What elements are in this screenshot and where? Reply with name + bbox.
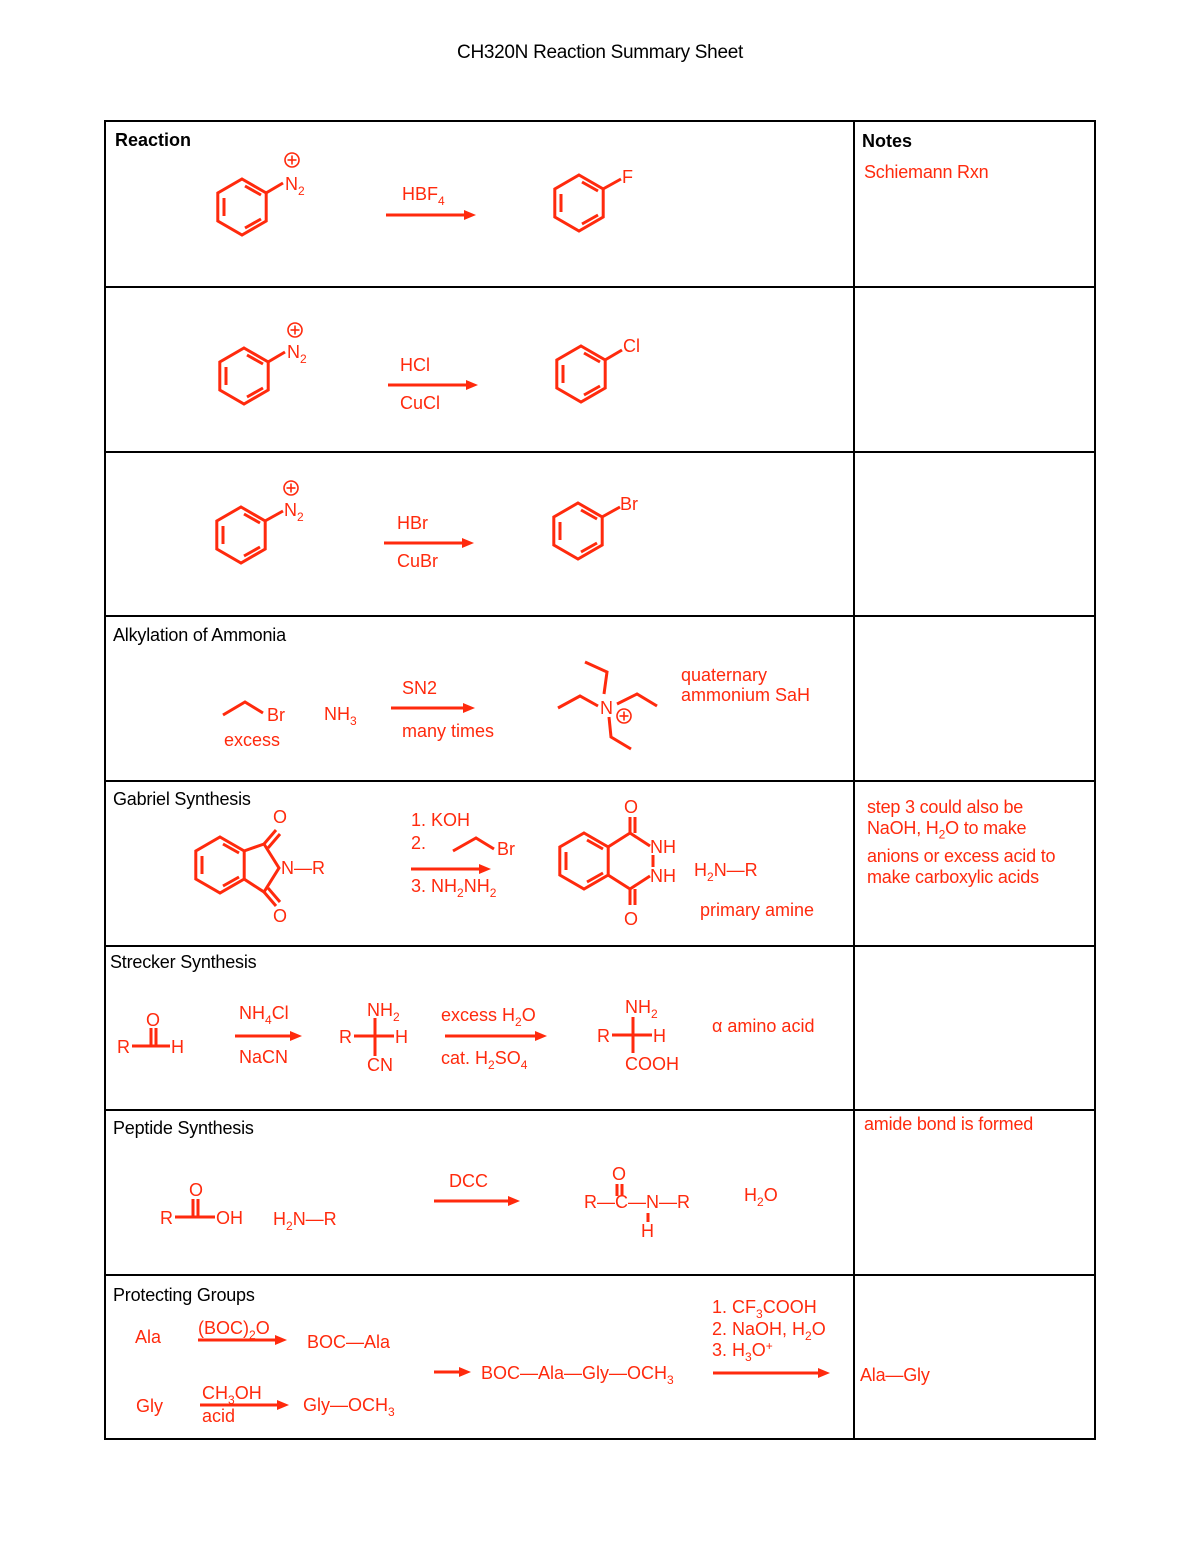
product-label: α amino acid (712, 1016, 815, 1036)
positive-charge-icon (288, 323, 302, 337)
boc-ala: BOC—Ala (307, 1332, 391, 1352)
arrow-head (466, 380, 478, 390)
diazonium-group: $N_2$ (284, 500, 304, 524)
bond (268, 352, 285, 362)
benzene-ring (554, 503, 602, 559)
ethyl-chain (585, 662, 607, 694)
carbonyl-oxygen: O (273, 906, 288, 926)
arrow-head (463, 703, 475, 713)
ethyl-chain (558, 696, 598, 708)
note-line: make carboxylic acids (867, 866, 1039, 887)
ammonia: $NH_3$ (324, 704, 357, 728)
water: $H_2O$ (744, 1185, 778, 1209)
reaction-alkylation (223, 662, 810, 750)
arrow-head (462, 538, 474, 548)
hydrogen: H (395, 1027, 408, 1047)
reaction-protecting-groups (135, 1297, 830, 1426)
positive-charge-icon (285, 153, 299, 167)
amino-acid-ala: Ala (135, 1327, 162, 1347)
note-schiemann: Schiemann Rxn (864, 162, 989, 182)
reagent-label: CuCl (400, 393, 441, 413)
section-title-alkylation: Alkylation of Ammonia (113, 625, 286, 645)
primary-amine: $H_2N—R$ (694, 860, 758, 884)
reagent-label: $(BOC)_2O$ (198, 1318, 270, 1342)
reaction-peptide (160, 1164, 778, 1241)
arrow-head (508, 1196, 520, 1206)
amino-group: $NH_2$ (367, 1000, 400, 1024)
carboxyl-group: COOH (625, 1054, 679, 1074)
arrow-head (277, 1400, 289, 1410)
note-line: anions or excess acid to (867, 845, 1056, 866)
r-group: R (597, 1026, 610, 1046)
reagent-step: 3. $NH_2NH_2$ (411, 876, 497, 900)
quaternary-nitrogen: N (600, 698, 613, 718)
arrow-head (535, 1031, 547, 1041)
benzene-ring (557, 346, 605, 402)
carbonyl-oxygen: O (624, 797, 639, 817)
deprotect-step: 1. $CF_3COOH$ (712, 1297, 817, 1321)
reagent-label: cat. $H_2SO_4$ (441, 1048, 528, 1072)
note-line: step 3 could also be (867, 797, 1024, 817)
arrow-head (464, 210, 476, 220)
reaction-sandmeyer-chloride (220, 323, 640, 413)
section-title-peptide: Peptide Synthesis (113, 1118, 254, 1138)
positive-charge-icon (617, 709, 631, 723)
product-label: primary amine (700, 900, 815, 920)
nitrile-group: CN (367, 1055, 393, 1075)
benzene-ring (217, 507, 265, 563)
subscript: 2 (938, 827, 946, 842)
hydrazide-ring (608, 875, 650, 889)
gly-ester: $Gly—OCH_3$ (303, 1395, 395, 1419)
product-atom: F (622, 167, 633, 187)
deprotect-step: 2. NaOH, $H_2O$ (712, 1319, 826, 1343)
reaction-column-header: Reaction (115, 130, 192, 150)
reaction-sandmeyer-bromide (217, 481, 638, 571)
r-group: R (117, 1037, 130, 1057)
halide-atom: Br (497, 839, 515, 859)
halide-note: excess (224, 730, 281, 750)
imide-ring (244, 844, 279, 892)
hydrogen: H (171, 1037, 184, 1057)
product-atom: Br (620, 494, 638, 514)
carbonyl-oxygen: O (624, 909, 639, 929)
bond (602, 507, 620, 517)
hydrazide-ring (608, 833, 650, 847)
page-title: CH320N Reaction Summary Sheet (457, 42, 743, 63)
hydrogen: H (653, 1026, 666, 1046)
amide-hydrogen: H (641, 1221, 654, 1241)
arrow-head (290, 1031, 302, 1041)
benzene-ring (196, 837, 244, 893)
reagent-label: HCl (400, 355, 430, 375)
benzene-ring (555, 175, 603, 231)
protected-dipeptide: $BOC—Ala—Gly—OCH_3$ (481, 1363, 674, 1387)
carbonyl-oxygen: O (273, 807, 288, 827)
amide-chain: R—C—N—R (584, 1192, 690, 1212)
hydrazide-nh: NH (650, 866, 676, 886)
ethyl-chain (453, 838, 494, 851)
reagent-label: many times (402, 721, 495, 741)
note-protecting: Ala—Gly (860, 1365, 930, 1385)
deprotect-step: 3. $H_3O^+$ (712, 1339, 773, 1364)
reagent-label: DCC (449, 1171, 488, 1191)
section-title-gabriel: Gabriel Synthesis (113, 789, 251, 809)
arrow-head (818, 1368, 830, 1378)
bond (265, 511, 283, 521)
bond (266, 183, 283, 193)
reagent-step: 1. KOH (411, 810, 471, 830)
note-text: O to make (945, 818, 1027, 838)
halide-atom: Br (267, 705, 285, 725)
bond (603, 179, 621, 189)
diazonium-group: $N_2$ (287, 342, 307, 366)
ethyl-chain (617, 694, 657, 706)
reagent-label: $HBF_4$ (402, 184, 445, 208)
reagent-label: HBr (397, 513, 428, 533)
product-atom: Cl (623, 336, 640, 356)
reagent-label: CuBr (397, 551, 439, 571)
benzene-ring (560, 833, 608, 889)
reaction-gabriel (196, 797, 814, 929)
product-label: ammonium SaH (681, 685, 811, 705)
r-group: R (160, 1208, 173, 1228)
hydroxyl: OH (216, 1208, 243, 1228)
hydrazide-nh: NH (650, 837, 676, 857)
benzene-ring (218, 179, 266, 235)
arrow-head (459, 1367, 471, 1377)
arrow-head (275, 1335, 287, 1345)
amino-group: $NH_2$ (625, 997, 658, 1021)
section-title-protecting: Protecting Groups (113, 1285, 255, 1305)
reagent-label: $CH_3OH$ (202, 1383, 262, 1407)
diazonium-group: $N_2$ (285, 174, 305, 198)
reagent-label: acid (202, 1406, 236, 1426)
note-peptide: amide bond is formed (864, 1114, 1034, 1134)
reagent-step: 2. (411, 833, 427, 853)
reagent-label: excess $H_2O$ (441, 1005, 536, 1029)
notes-column-header: Notes (862, 131, 913, 151)
bond (605, 350, 622, 360)
benzene-ring (220, 348, 268, 404)
reaction-strecker (117, 997, 814, 1075)
positive-charge-icon (284, 481, 298, 495)
carbonyl-oxygen: O (146, 1010, 161, 1030)
product-label: quaternary (681, 665, 768, 685)
carbonyl-oxygen: O (612, 1164, 627, 1184)
carbonyl-oxygen: O (189, 1180, 204, 1200)
amino-acid-gly: Gly (136, 1396, 163, 1416)
reagent-label: NaCN (239, 1047, 289, 1067)
ethyl-chain (223, 702, 263, 715)
reagent-label: SN2 (402, 678, 438, 698)
imide-nitrogen: N—R (281, 858, 325, 878)
r-group: R (339, 1027, 352, 1047)
reaction-schiemann (218, 153, 633, 235)
arrow-head (479, 864, 491, 874)
amine: $H_2N—R$ (273, 1209, 337, 1233)
reagent-label: $NH_4Cl$ (239, 1003, 289, 1027)
note-text: NaOH, H (867, 818, 939, 838)
section-title-strecker: Strecker Synthesis (110, 952, 257, 972)
